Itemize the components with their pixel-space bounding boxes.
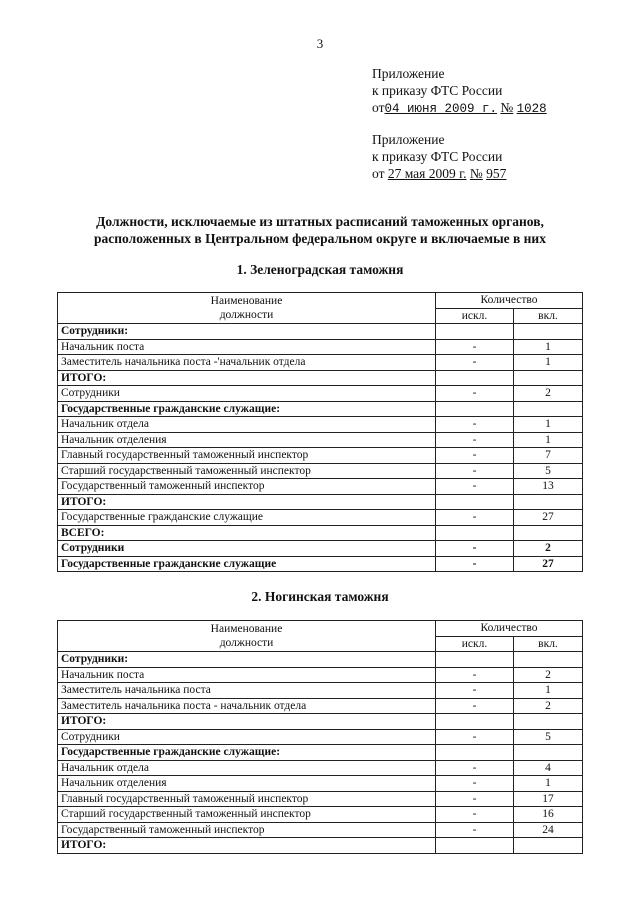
- positions-table-zelenograd: [57, 292, 583, 572]
- excluded-count-cell: -: [436, 479, 514, 495]
- included-count-cell: 2: [514, 667, 583, 683]
- table-row: [58, 386, 583, 402]
- excluded-count-cell: -: [436, 417, 514, 433]
- included-count-cell: 1: [514, 432, 583, 448]
- position-name-cell: Начальник отдела: [58, 417, 436, 433]
- table-row: [58, 683, 583, 699]
- position-name-cell: Старший государственный таможенный инспектор: [58, 463, 436, 479]
- excluded-count-cell: -: [436, 386, 514, 402]
- included-count-cell: 1: [514, 339, 583, 355]
- excluded-count-cell: -: [436, 776, 514, 792]
- included-count-cell: 13: [514, 479, 583, 495]
- title-line2: расположенных в Центральном федеральном округе и включаемые в них: [94, 231, 546, 246]
- position-name-cell: Сотрудники: [58, 386, 436, 402]
- excluded-count-cell: -: [436, 667, 514, 683]
- appendix-number: 957: [486, 166, 507, 181]
- included-count-cell: [514, 838, 583, 854]
- included-count-cell: [514, 525, 583, 541]
- position-name-cell: ИТОГО:: [58, 714, 436, 730]
- appendix-ref: [372, 99, 547, 118]
- position-name-cell: Начальник отделения: [58, 776, 436, 792]
- excluded-count-cell: -: [436, 729, 514, 745]
- header-quantity: Количество: [436, 621, 583, 637]
- excluded-count-cell: -: [436, 683, 514, 699]
- included-count-cell: [514, 324, 583, 340]
- excluded-count-cell: [436, 525, 514, 541]
- excluded-count-cell: -: [436, 448, 514, 464]
- included-count-cell: [514, 652, 583, 668]
- appendix-original: [372, 131, 506, 182]
- included-count-cell: 27: [514, 510, 583, 526]
- table-row: [58, 760, 583, 776]
- table-row: [58, 714, 583, 730]
- appendix-no-sign: №: [500, 100, 514, 115]
- appendix-line1: Приложение: [372, 132, 445, 147]
- position-name-cell: Заместитель начальника поста - начальник отдела: [58, 698, 436, 714]
- position-name-cell: Сотрудники:: [58, 652, 436, 668]
- included-count-cell: 1: [514, 355, 583, 371]
- excluded-count-cell: -: [436, 698, 514, 714]
- table-row: [58, 401, 583, 417]
- position-name-cell: ИТОГО:: [58, 838, 436, 854]
- position-name-cell: Государственные гражданские служащие:: [58, 745, 436, 761]
- included-count-cell: 27: [514, 556, 583, 572]
- included-count-cell: 16: [514, 807, 583, 823]
- excluded-count-cell: [436, 652, 514, 668]
- position-name-cell: Заместитель начальника поста -'начальник отдела: [58, 355, 436, 371]
- position-name-cell: ИТОГО:: [58, 494, 436, 510]
- table-row: [58, 324, 583, 340]
- position-name-cell: Старший государственный таможенный инспектор: [58, 807, 436, 823]
- table-row: [58, 432, 583, 448]
- table-row: [58, 525, 583, 541]
- appendix-line1: Приложение: [372, 66, 445, 81]
- included-count-cell: [514, 714, 583, 730]
- table-row: [58, 448, 583, 464]
- excluded-count-cell: -: [436, 463, 514, 479]
- included-count-cell: 2: [514, 541, 583, 557]
- header-quantity: Количество: [436, 293, 583, 309]
- included-count-cell: 2: [514, 386, 583, 402]
- excluded-count-cell: [436, 838, 514, 854]
- position-name-cell: ВСЕГО:: [58, 525, 436, 541]
- position-name-cell: Сотрудники: [58, 729, 436, 745]
- table-row: [58, 417, 583, 433]
- excluded-count-cell: -: [436, 510, 514, 526]
- excluded-count-cell: -: [436, 556, 514, 572]
- included-count-cell: 4: [514, 760, 583, 776]
- included-count-cell: [514, 494, 583, 510]
- appendix-line2: к приказу ФТС России: [372, 149, 503, 164]
- header-name-line1: Наименование: [210, 295, 283, 307]
- excluded-count-cell: [436, 370, 514, 386]
- header-excl: искл.: [436, 636, 514, 652]
- table-row: [58, 494, 583, 510]
- excluded-count-cell: -: [436, 432, 514, 448]
- excluded-count-cell: [436, 494, 514, 510]
- section-title-noginsk: 2. Ногинская таможня: [251, 589, 389, 604]
- title-line1: Должности, исключаемые из штатных расписаний таможенных органов,: [96, 214, 544, 229]
- header-name: [58, 293, 436, 324]
- table-row: [58, 698, 583, 714]
- position-name-cell: Начальник отдела: [58, 760, 436, 776]
- header-name-line2: должности: [219, 309, 274, 321]
- table-row: [58, 541, 583, 557]
- header-incl: вкл.: [514, 308, 583, 324]
- appendix-no-sign: №: [469, 166, 483, 181]
- excluded-count-cell: -: [436, 355, 514, 371]
- included-count-cell: 24: [514, 822, 583, 838]
- position-name-cell: Главный государственный таможенный инспектор: [58, 448, 436, 464]
- table-row: [58, 776, 583, 792]
- table-body: [58, 652, 583, 854]
- excluded-count-cell: [436, 745, 514, 761]
- included-count-cell: [514, 370, 583, 386]
- table-row: [58, 745, 583, 761]
- excluded-count-cell: -: [436, 791, 514, 807]
- appendix-date: 27 мая 2009 г.: [387, 166, 467, 181]
- included-count-cell: 5: [514, 463, 583, 479]
- table-row: [58, 667, 583, 683]
- section-title-zelenograd: 1. Зеленоградская таможня: [236, 262, 404, 277]
- header-incl: вкл.: [514, 636, 583, 652]
- header-name: [58, 621, 436, 652]
- table-row: [58, 463, 583, 479]
- position-name-cell: Заместитель начальника поста: [58, 683, 436, 699]
- excluded-count-cell: [436, 714, 514, 730]
- header-name-line1: Наименование: [210, 623, 283, 635]
- excluded-count-cell: -: [436, 339, 514, 355]
- excluded-count-cell: [436, 401, 514, 417]
- table-row: [58, 652, 583, 668]
- excluded-count-cell: [436, 324, 514, 340]
- position-name-cell: Государственный таможенный инспектор: [58, 822, 436, 838]
- positions-table-noginsk: [57, 620, 583, 854]
- page-number: 3: [316, 36, 324, 51]
- included-count-cell: 5: [514, 729, 583, 745]
- included-count-cell: [514, 745, 583, 761]
- table-row: [58, 339, 583, 355]
- appendix-number: 1028: [516, 102, 547, 116]
- table-row: [58, 370, 583, 386]
- included-count-cell: 1: [514, 776, 583, 792]
- position-name-cell: Начальник отделения: [58, 432, 436, 448]
- position-name-cell: Начальник поста: [58, 339, 436, 355]
- table-row: [58, 556, 583, 572]
- appendix-prefix: от: [372, 100, 385, 115]
- excluded-count-cell: -: [436, 822, 514, 838]
- document-title: [40, 213, 600, 247]
- position-name-cell: Государственные гражданские служащие: [58, 556, 436, 572]
- appendix-ref: [372, 165, 506, 182]
- table-row: [58, 791, 583, 807]
- excluded-count-cell: -: [436, 541, 514, 557]
- appendix-current: [372, 65, 547, 118]
- table-row: [58, 479, 583, 495]
- position-name-cell: Сотрудники: [58, 541, 436, 557]
- header-name-line2: должности: [219, 637, 274, 649]
- position-name-cell: Начальник поста: [58, 667, 436, 683]
- included-count-cell: 17: [514, 791, 583, 807]
- included-count-cell: 2: [514, 698, 583, 714]
- appendix-date: 04 июня 2009 г.: [384, 102, 498, 116]
- table-row: [58, 729, 583, 745]
- appendix-line2: к приказу ФТС России: [372, 83, 503, 98]
- excluded-count-cell: -: [436, 807, 514, 823]
- position-name-cell: Государственные гражданские служащие:: [58, 401, 436, 417]
- position-name-cell: Сотрудники:: [58, 324, 436, 340]
- included-count-cell: 7: [514, 448, 583, 464]
- included-count-cell: 1: [514, 683, 583, 699]
- excluded-count-cell: -: [436, 760, 514, 776]
- position-name-cell: Государственные гражданские служащие: [58, 510, 436, 526]
- appendix-prefix: от: [372, 166, 385, 181]
- included-count-cell: [514, 401, 583, 417]
- position-name-cell: Главный государственный таможенный инспектор: [58, 791, 436, 807]
- table-row: [58, 510, 583, 526]
- table-row: [58, 807, 583, 823]
- table-body: [58, 324, 583, 572]
- included-count-cell: 1: [514, 417, 583, 433]
- position-name-cell: Государственный таможенный инспектор: [58, 479, 436, 495]
- table-row: [58, 355, 583, 371]
- table-row: [58, 838, 583, 854]
- position-name-cell: ИТОГО:: [58, 370, 436, 386]
- header-excl: искл.: [436, 308, 514, 324]
- table-row: [58, 822, 583, 838]
